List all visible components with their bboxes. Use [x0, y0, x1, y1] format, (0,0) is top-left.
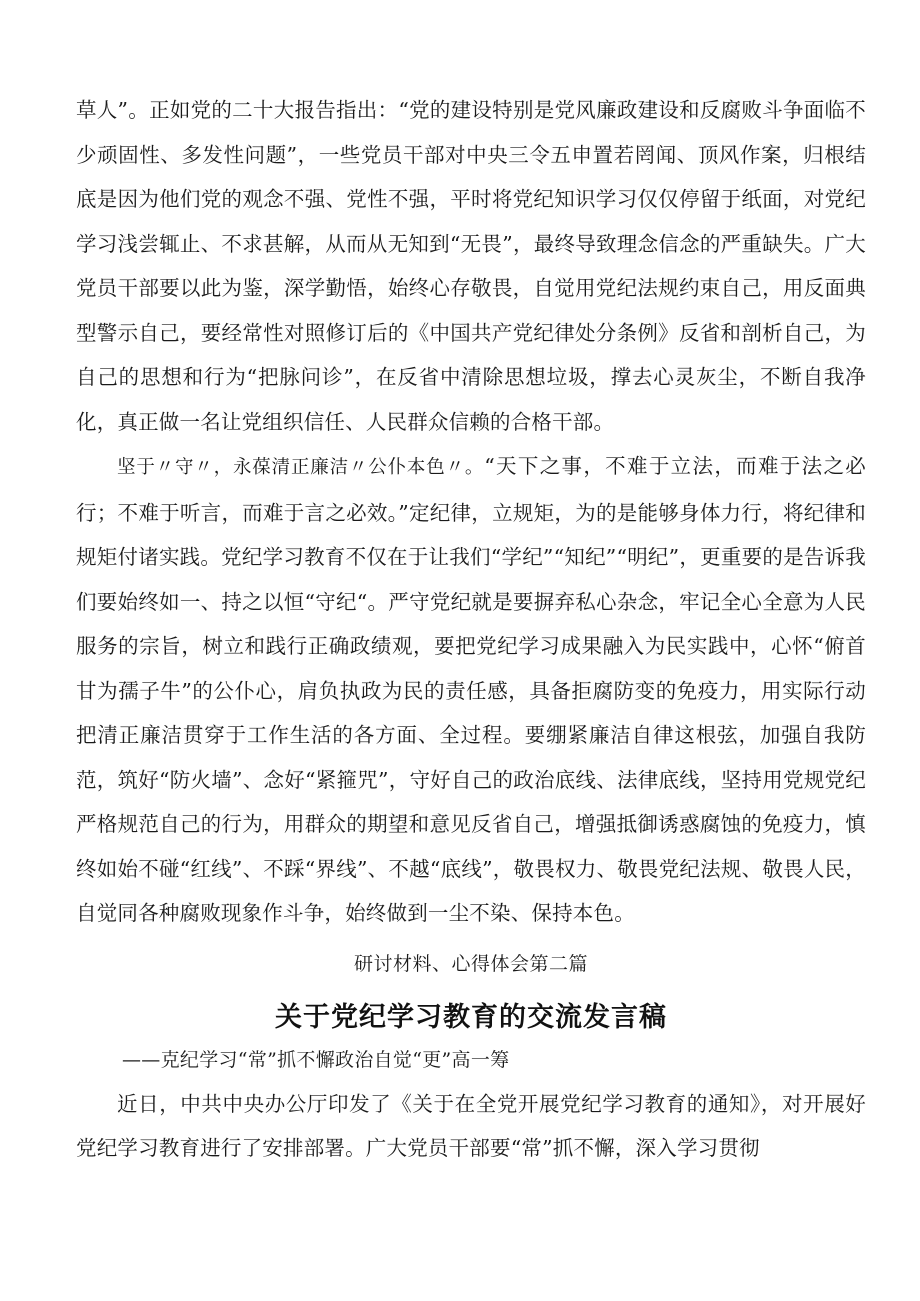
document-title: 关于党纪学习教育的交流发言稿: [275, 1001, 667, 1033]
section-label: 研讨材料、心得体会第二篇: [353, 952, 588, 975]
paragraph-2-lead: 坚于〃守〃，永葆清正廉洁〃公仆本色〃。: [117, 457, 485, 478]
paragraph-3: 近日，中共中央办公厅印发了《关于在全党开展党纪学习教育的通知》，对开展好党纪学习教育进行了安排部署。广大党员干部要“常”抓不懈，深入学习贯彻: [76, 1091, 866, 1160]
document-subtitle: ——克纪学习“常”抓不懈政治自觉“更”高一筹: [122, 1048, 510, 1071]
paragraph-2-body: “天下之事，不难于立法，而难于法之必行；不难于听言，而难于言之必效。”定纪律，立规矩，为的是能够身体力行，将纪律和规矩付诸实践。党纪学习教育不仅在于让我们“学纪”“知纪”“明纪”，更重要的是告诉我们要始终如一、持之以恒“守纪“。严守党纪就是要摒弃私心杂念，牢记全心全意为人民服务的宗旨，树立和践行正确政绩观，要把党纪学习成果融入为民实践中，心怀“俯首甘为孺子牛”的公仆心，肩负执政为民的责任感，具备拒腐防变的免疫力，用实际行动把清正廉洁贯穿于工作生活的各方面、全过程。要绷紧廉洁自律这根弦，加强自我防范，筑好“防火墙”、念好“紧箍咒”，守好自己的政治底线、法律底线，坚持用党规党纪严格规范自己的行为，用群众的期望和意见反省自己，增强抵御诱惑腐蚀的免疫力，慎终如始不碰“红线”、不踩“界线”、不越“底线”，敬畏权力、敬畏党纪法规、敬畏人民，自觉同各种腐败现象作斗争，始终做到一尘不染、保持本色。: [76, 454, 866, 925]
document-body: [76, 88, 866, 1171]
paragraph-1: 草人”。正如党的二十大报告指出：“党的建设特别是党风廉政建设和反腐败斗争面临不少顽固性、多发性问题”，一些党员干部对中央三令五申置若罔闻、顶风作案，归根结底是因为他们党的观念不强、党性不强，平时将党纪知识学习仅仅停留于纸面，对党纪学习浅尝辄止、不求甚解，从而从无知到“无畏”，最终导致理念信念的严重缺失。广大党员干部要以此为鉴，深学勤悟，始终心存敬畏，自觉用党纪法规约束自己，用反面典型警示自己，要经常性对照修订后的《中国共产党纪律处分条例》反省和剖析自己，为自己的思想和行为“把脉问诊”，在反省中清除思想垃圾，撑去心灵灰尘，不断自我净化，真正做一名让党组织信任、人民群众信赖的合格干部。: [76, 98, 866, 434]
paragraph-2: [76, 444, 866, 936]
